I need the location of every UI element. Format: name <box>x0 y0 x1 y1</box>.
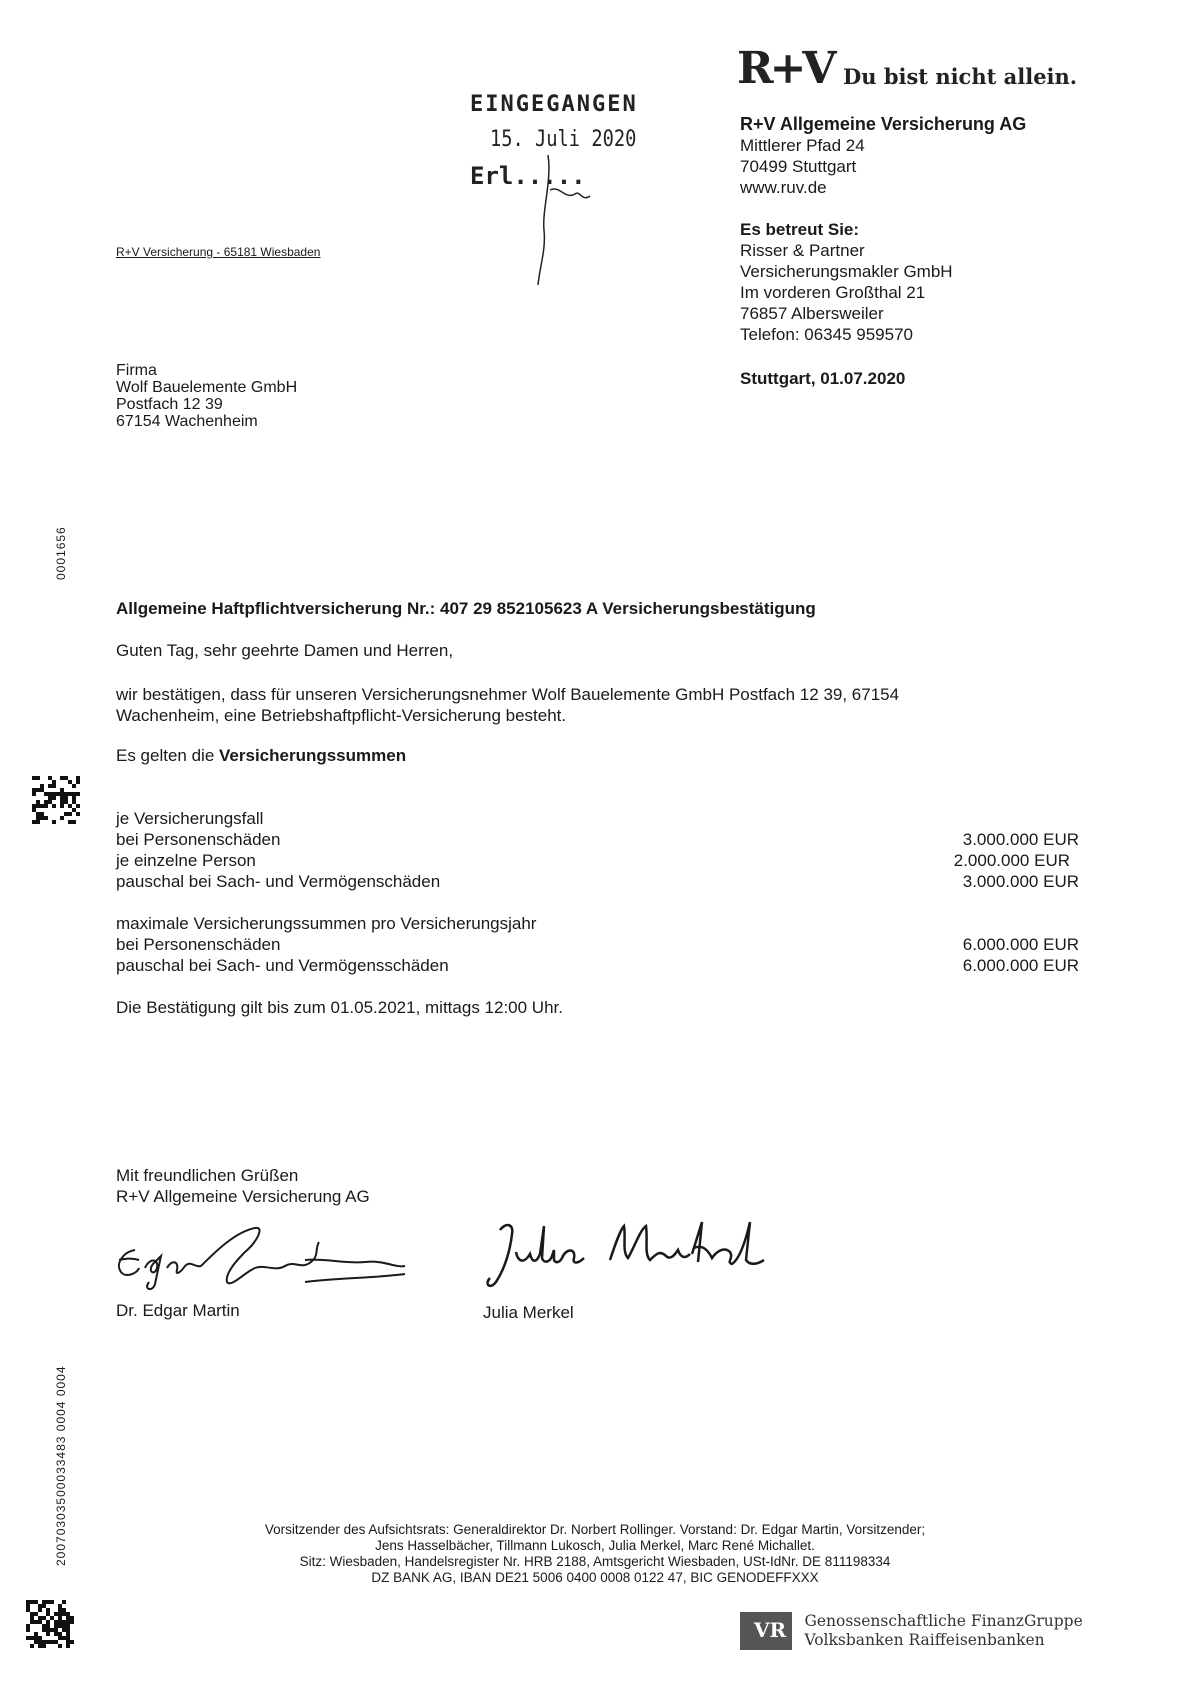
company-block <box>740 114 1026 198</box>
closing-line1: Mit freundlichen Grüßen <box>116 1166 299 1185</box>
validity-line: Die Bestätigung gilt bis zum 01.05.2021, mittags 12:00 Uhr. <box>116 998 563 1017</box>
matrix-cell <box>70 1644 74 1648</box>
stamp-handled: Erl..... <box>470 162 586 190</box>
matrix-code-top <box>32 776 80 824</box>
per-case-label-0: bei Personenschäden <box>116 830 281 849</box>
stamp-date: 15. Juli 2020 <box>490 127 637 152</box>
per-year-heading: maximale Versicherungssummen pro Versicherungsjahr <box>116 914 537 933</box>
sums-intro-prefix: Es gelten die <box>116 746 220 765</box>
group-logo-line2: Volksbanken Raiffeisenbanken <box>804 1631 1045 1649</box>
company-name: R+V Allgemeine Versicherung AG <box>740 114 1027 134</box>
contact-line2: Versicherungsmakler GmbH <box>740 262 953 281</box>
date-line: Stuttgart, 01.07.2020 <box>740 369 906 388</box>
sender-line: R+V Versicherung - 65181 Wiesbaden <box>116 245 321 259</box>
footer-line3: Sitz: Wiesbaden, Handelsregister Nr. HRB 2188, Amtsgericht Wiesbaden, USt-IdNr. DE 811198334 <box>299 1554 891 1569</box>
signatory-second: Julia Merkel <box>483 1303 574 1322</box>
rv-logo <box>737 44 1077 94</box>
sums-intro <box>116 745 406 766</box>
per-year-amount-1: 6.000.000 EUR <box>962 956 1079 975</box>
contact-line4: 76857 Albersweiler <box>740 304 884 323</box>
footer <box>0 1522 1190 1586</box>
side-code-bottom: 20070303500033483 0004 0004 <box>54 1365 68 1566</box>
per-year-label-0: bei Personenschäden <box>116 935 281 954</box>
group-logo-line1: Genossenschaftliche FinanzGruppe <box>804 1612 1083 1630</box>
per-case-label-1: je einzelne Person <box>116 851 256 870</box>
signature-julia-merkel <box>480 1208 810 1298</box>
side-code-top: 0001656 <box>54 526 68 580</box>
footer-line2: Jens Hasselbächer, Tillmann Lukosch, Julia Merkel, Marc René Michallet. <box>375 1538 815 1553</box>
matrix-cell <box>76 820 80 824</box>
contact-heading: Es betreut Sie: <box>740 220 860 239</box>
signature-edgar-martin <box>105 1212 425 1302</box>
greeting: Guten Tag, sehr geehrte Damen und Herren, <box>116 641 454 660</box>
stamp-received: EINGEGANGEN <box>470 92 638 117</box>
contact-block <box>740 219 953 345</box>
subject-line: Allgemeine Haftpflichtversicherung Nr.: 407 29 852105623 A Versicherungsbestätigung <box>116 599 816 618</box>
group-logo <box>740 1612 1083 1650</box>
closing-line2: R+V Allgemeine Versicherung AG <box>116 1187 370 1206</box>
contact-line3: Im vorderen Großthal 21 <box>740 283 926 302</box>
company-city: 70499 Stuttgart <box>740 157 857 176</box>
vr-logo-icon <box>740 1612 792 1650</box>
per-case-amount-0: 3.000.000 EUR <box>962 830 1079 849</box>
body-line-1: wir bestätigen, dass für unseren Versicherungsnehmer Wolf Bauelemente GmbH Postfach 12 39, 67154 <box>116 685 900 704</box>
contact-line1: Risser & Partner <box>740 241 865 260</box>
rv-slogan: Du bist nicht allein. <box>843 64 1078 89</box>
recipient-address <box>116 362 297 430</box>
per-case-amount-2: 3.000.000 EUR <box>962 872 1079 891</box>
per-case-label-2: pauschal bei Sach- und Vermögenschäden <box>116 872 441 891</box>
per-case-heading: je Versicherungsfall <box>116 809 264 828</box>
footer-line1: Vorsitzender des Aufsichtsrats: Generaldirektor Dr. Norbert Rollinger. Vorstand: Dr. Edgar Martin, Vorsitzender; <box>264 1522 926 1537</box>
recipient-line4: 67154 Wachenheim <box>116 413 258 430</box>
per-year-label-1: pauschal bei Sach- und Vermögensschäden <box>116 956 449 975</box>
sums-intro-bold: Versicherungssummen <box>219 746 407 765</box>
contact-phone: Telefon: 06345 959570 <box>740 325 913 344</box>
footer-line4: DZ BANK AG, IBAN DE21 5006 0400 0008 0122 47, BIC GENODEFFXXX <box>371 1570 819 1585</box>
rv-logo-mark: R+V <box>737 43 833 94</box>
signatory-first: Dr. Edgar Martin <box>116 1301 240 1320</box>
matrix-code-bottom <box>26 1600 74 1648</box>
body-line-2: Wachenheim, eine Betriebshaftpflicht-Versicherung besteht. <box>116 706 567 725</box>
per-year-amount-0: 6.000.000 EUR <box>962 935 1079 954</box>
vr-logo-mark: VR <box>754 1618 787 1642</box>
recipient-line1: Firma <box>116 362 157 379</box>
recipient-line2: Wolf Bauelemente GmbH <box>116 379 298 396</box>
per-case-amount-1: 2.000.000 EUR <box>953 851 1070 870</box>
company-web: www.ruv.de <box>740 178 827 197</box>
stamp-initials-scribble <box>520 150 600 290</box>
recipient-line3: Postfach 12 39 <box>116 396 223 413</box>
company-street: Mittlerer Pfad 24 <box>740 136 865 155</box>
